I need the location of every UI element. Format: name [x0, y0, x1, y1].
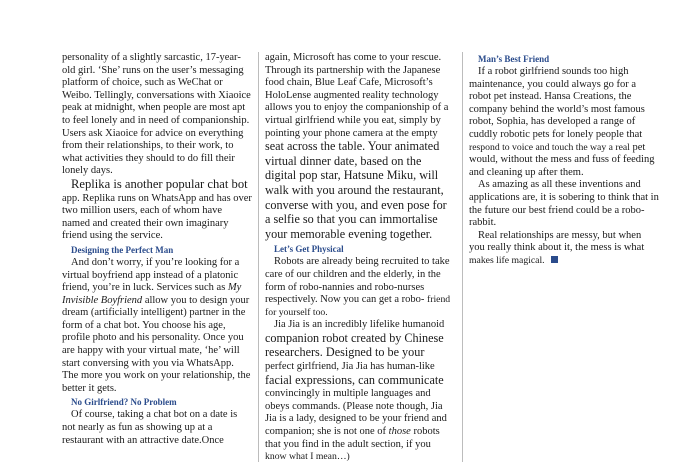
section-heading-best-friend: Man’s Best Friend [478, 54, 550, 64]
section-heading-no-girlfriend: No Girlfriend? No Problem [71, 397, 177, 408]
paragraph-replika [62, 178, 252, 243]
body-text: robots that you find in the adult section, if you [265, 426, 440, 450]
article-column-1 [62, 52, 252, 447]
body-text: personality of a slightly sarcastic, 17-year-old girl. ‘She’ runs on the user’s messaging platform of choice, such as WeChat or Weibo. Tellingly, conversations with Xiaoice peak at midnight, when people are most apt to feel lonely and in need of companionship. Users ask Xiaoice for advice on everything from their relationships, to their work, to what activities they should to do fill their lonely days. [62, 52, 251, 177]
body-text: Jia Jia is an incredibly lifelike humanoid [274, 319, 445, 331]
body-text: perfect girlfriend, Jia Jia has human-like [265, 361, 435, 373]
paragraph-robot-pet [469, 66, 659, 179]
body-text-large: facial expressions, can communicate [265, 372, 444, 387]
body-text-small: know what I mean…) [265, 451, 350, 463]
body-text: Of course, taking a chat bot on a date is not nearly as fun as showing up at a restaurant with an attractive date.Once [62, 409, 238, 446]
column-rule-left [258, 52, 259, 462]
body-text: And don’t worry, if you’re looking for a virtual boyfriend app instead of a platonic friend, you’re in luck. Services such as [62, 256, 240, 294]
body-text: again, Microsoft has come to your rescue. Through its partnership with the Japanese food chain, Blue Leaf Cafe, Microsoft’s HoloLense augmented reality technology allows you to enjoy the companionship of a virtual girlfriend while you eat, simply by pointing your phone camera at the empty [265, 52, 449, 139]
article-column-2 [265, 52, 455, 464]
paragraph-boyfriend [62, 257, 252, 396]
section-heading-physical: Let’s Get Physical [274, 244, 344, 255]
body-text: allow you to design your dream (artificially intelligent) partner in the form of a chat bot. You choose his age, profile photo and his personality. Once you are happy with your virtual mate, ‘he’ will start conversing with you via WhatsApp. The more you work on your relationship, the better it gets. [62, 294, 251, 394]
body-text: Real relationships are messy, but when you really think about it, the mess is what [469, 229, 645, 254]
end-of-article-mark [551, 256, 558, 263]
paragraph-jiajia [265, 319, 455, 464]
column-rule-right [462, 52, 463, 462]
paragraph-xiaoice [62, 52, 252, 178]
body-text-small: friend for yourself too. [265, 294, 451, 318]
body-text-large: Replika is another popular chat bot [71, 176, 248, 191]
body-text: app. Replika runs on WhatsApp and has over two million users, each of whom have named and created their own imaginary friend using the service. [62, 192, 252, 242]
body-text: Robots are already being recruited to take care of our children and the elderly, in the form of robo-nannies and robo-nurses respectively. Now you can get a robo- [265, 256, 450, 306]
body-text-large: seat across the table. Your animated virtual dinner date, based on the digital pop star, Hatsune Miku, will walk with you around the restaurant, converse with you, and even pose for a selfie so that you can immortalise your memorable evening together. [265, 139, 447, 241]
body-text: convincingly in multiple languages and obeys commands. (Please note though, Jia Jia is a lady, designed to be your friend and companion; she is not one of [265, 388, 447, 438]
paragraph-conclusion [469, 230, 659, 268]
paragraph-hololense [265, 52, 455, 242]
section-heading-perfect-man: Designing the Perfect Man [71, 244, 174, 255]
paragraph-date [62, 409, 252, 447]
body-text: If a robot girlfriend sounds too high maintenance, you could always go for a robot pet instead. Hansa Creations, the company behind the world’s most famous robot, Sophia, has developed a range of cuddly robotic pets for lonely people that [469, 66, 645, 140]
body-text-small: makes life magical. [469, 254, 545, 266]
body-text: pet would, without the mess and fuss of feeding and cleaning up after them. [469, 141, 655, 178]
paragraph-sobering [469, 179, 659, 229]
body-text: As amazing as all these inventions and applications are, it is sobering to think that in the future our best friend could be a robo-rabbit. [469, 179, 659, 229]
emphasis-italic: those [388, 426, 411, 438]
title-italic: My Invisible Boyfriend [62, 282, 242, 306]
paragraph-robots [265, 256, 455, 319]
body-text-small: respond to voice and touch the way a real [469, 141, 630, 153]
article-column-3 [469, 52, 659, 268]
body-text-large: companion robot created by Chinese researchers. Designed to be your [265, 330, 444, 360]
